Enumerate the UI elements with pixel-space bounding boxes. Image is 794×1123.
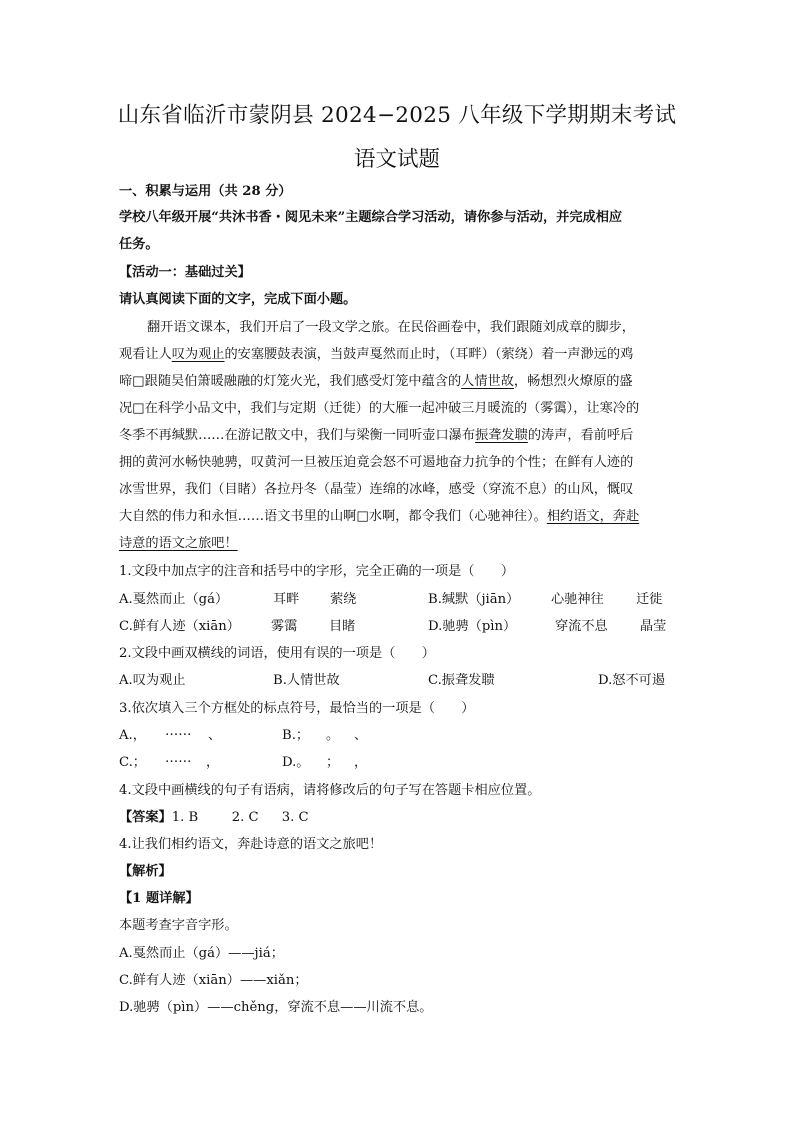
exam-title: 山东省临沂市蒙阴县 2024−2025 八年级下学期期末考试 bbox=[117, 103, 677, 128]
detail-heading: 【1 题详解】 bbox=[119, 891, 199, 906]
analysis-label: 【解析】 bbox=[119, 864, 172, 879]
q2-option-c: C.振聋发聩 bbox=[428, 673, 495, 688]
q1-option-a-word1: 耳畔 bbox=[273, 592, 300, 607]
q3-option-d: D.。 bbox=[282, 755, 310, 770]
q3-option-c: C.； bbox=[119, 755, 146, 770]
passage-line bbox=[119, 343, 633, 362]
question-3: 3.依次填入三个方框处的标点符号，最恰当的一项是（ ） bbox=[119, 701, 475, 716]
q1-option-c: C.鲜有人迹（xiān） bbox=[119, 619, 240, 634]
passage-line: 拥的黄河水畅快驰骋，叹黄河一旦被压迫竟会怒不可遏地奋力抗争的个性；在鲜有人迹的 bbox=[119, 455, 634, 470]
double-underlined-phrase: 振聋发聩 bbox=[475, 428, 528, 443]
q3-option-b-mark3: 、 bbox=[354, 728, 368, 743]
q3-option-d-mark3: ， bbox=[354, 755, 368, 770]
passage-text: ，畅想烈火燎原的盛 bbox=[513, 374, 633, 389]
double-underlined-phrase: 叹为观止 bbox=[171, 347, 225, 362]
answer-3: 3. C bbox=[281, 810, 309, 825]
underlined-sentence: 诗意的语文之旅吧！ bbox=[119, 536, 238, 551]
passage-text: 的涛声，看前呼后 bbox=[527, 428, 634, 443]
q1-option-b-word2: 迁徙 bbox=[636, 592, 663, 607]
detail-intro: 本题考查字音字形。 bbox=[119, 918, 238, 933]
passage-text: 大自然的伟力和永恒……语文书里的山啊□水啊，都令我们（心驰神往）。 bbox=[119, 509, 547, 524]
answer-4: 4.让我们相约语文，奔赴诗意的语文之旅吧！ bbox=[119, 837, 383, 852]
q3-option-a-mark3: 、 bbox=[208, 728, 222, 743]
question-2: 2.文段中画双横线的词语，使用有误的一项是（ ） bbox=[119, 646, 435, 661]
passage-line: 况□在科学小品文中，我们与定期（迁徙）的大雁一起冲破三月暖流的（雾霭），让寒冷的 bbox=[119, 401, 640, 416]
passage-text: 的安塞腰鼓表演，当鼓声戛然而止时，（耳畔）（萦绕）着一声渺远的鸡 bbox=[224, 347, 634, 362]
exam-subtitle: 语文试题 bbox=[353, 147, 440, 172]
q3-option-b-mark2: 。 bbox=[326, 728, 340, 743]
activity-heading: 【活动一：基础过关】 bbox=[119, 265, 251, 280]
q3-option-c-mark3: ， bbox=[206, 755, 220, 770]
detail-a: A.戛然而止（gá）——jiá； bbox=[119, 946, 284, 961]
passage-line bbox=[119, 424, 633, 443]
q1-option-d-word2: 晶莹 bbox=[640, 619, 667, 634]
answer-1: 1. B bbox=[171, 810, 199, 825]
q1-option-b: B.缄默（jiān） bbox=[428, 592, 520, 607]
answer-line bbox=[119, 806, 309, 825]
q1-option-d-word1: 穿流不息 bbox=[555, 619, 608, 634]
q2-option-d: D.怒不可遏 bbox=[598, 673, 666, 688]
passage-text: 啼□跟随吴伯箫暖融融的灯笼火光，我们感受灯笼中蕴含的 bbox=[119, 374, 462, 389]
q3-option-a: A.， bbox=[119, 728, 146, 743]
q3-option-b: B.； bbox=[282, 728, 310, 743]
passage-line: 翻开语文课本，我们开启了一段文学之旅。在民俗画卷中，我们跟随刘成章的脚步， bbox=[147, 320, 635, 335]
intro-line-1: 学校八年级开展“共沐书香・阅见未来”主题综合学习活动，请你参与活动，并完成相应 bbox=[119, 210, 623, 225]
intro-line-2: 任务。 bbox=[119, 237, 159, 252]
passage-text: 观看让人 bbox=[119, 347, 172, 362]
answer-2: 2. C bbox=[231, 810, 259, 825]
passage-line bbox=[119, 370, 633, 389]
q1-option-d: D.驰骋（pìn） bbox=[428, 619, 517, 634]
underlined-sentence: 相约语文，奔赴 bbox=[546, 509, 640, 524]
passage-line: 冰雪世界，我们（目睹）各拉丹冬（晶莹）连绵的冰峰，感受（穿流不息）的山风，慨叹 bbox=[119, 482, 634, 497]
detail-d: D.驰骋（pìn）——chěng，穿流不息——川流不息。 bbox=[119, 1000, 433, 1015]
instruction: 请认真阅读下面的文字，完成下面小题。 bbox=[119, 292, 357, 307]
passage-line bbox=[119, 505, 639, 524]
q3-option-d-mark2: ； bbox=[326, 755, 340, 770]
q2-option-a: A.叹为观止 bbox=[119, 673, 186, 688]
double-underlined-phrase: 人情世故 bbox=[461, 374, 514, 389]
answer-label: 【答案】 bbox=[119, 810, 172, 825]
detail-c: C.鲜有人迹（xiān）——xiǎn； bbox=[119, 973, 308, 988]
passage-text: 冬季不再缄默……在游记散文中，我们与梁衡一同听壶口瀑布 bbox=[119, 428, 476, 443]
q1-option-c-word1: 雾霭 bbox=[271, 619, 298, 634]
q1-option-c-word2: 目睹 bbox=[329, 619, 356, 634]
q2-option-b: B.人情世故 bbox=[273, 673, 340, 688]
q3-option-a-mark2: …… bbox=[165, 724, 192, 739]
q3-option-c-mark2: …… bbox=[165, 751, 192, 766]
q1-option-a: A.戛然而止（gá） bbox=[119, 592, 229, 607]
section-heading: 一、积累与运用（共 28 分） bbox=[119, 184, 292, 199]
question-1: 1.文段中加点字的注音和括号中的字形，完全正确的一项是（ ） bbox=[119, 564, 515, 579]
question-4: 4.文段中画横线的句子有语病，请将修改后的句子写在答题卡相应位置。 bbox=[119, 783, 541, 798]
q1-option-b-word1: 心驰神往 bbox=[551, 592, 604, 607]
q1-option-a-word2: 萦绕 bbox=[330, 592, 357, 607]
